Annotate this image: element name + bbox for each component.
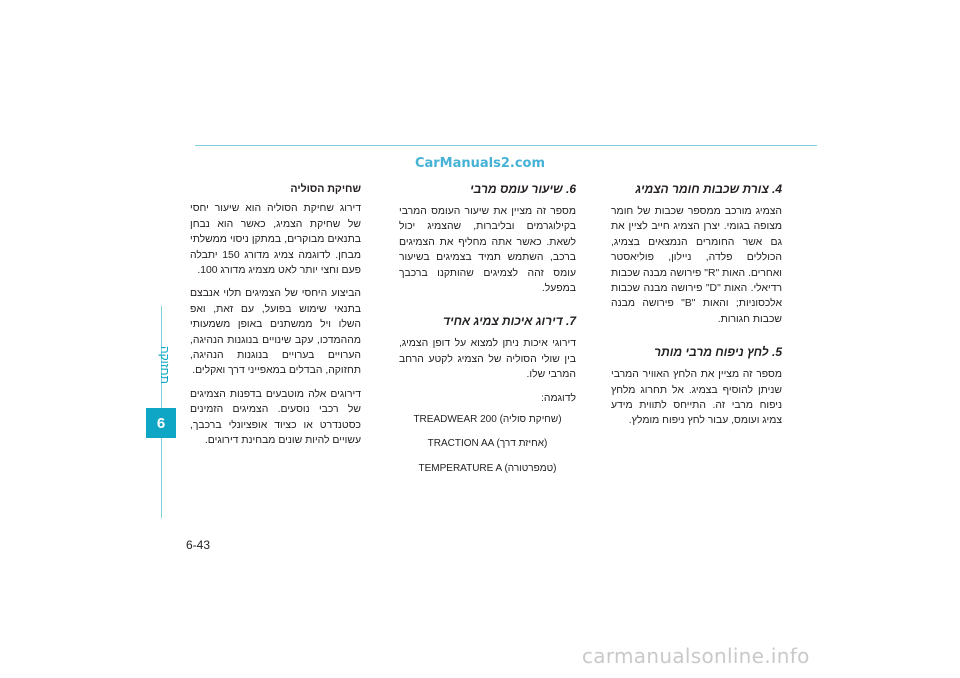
grade-temperature: TEMPERATURE A (טמפרטורה) [418,462,557,474]
heading-treadwear: שחיקת הסוליה [290,183,361,195]
paragraph-treadwear-3: דירוגים אלה מוטבעים בדפנות הצמיגים של רכבי נוסעים. הצמיגים הזמינים כסטנדרט או כציוד אופציונלי ברכבך, עשויים להיות שונים מבחינת דירוגים. [190,388,361,447]
heading-max-load: 6. שיעור עומס מרבי [470,182,576,196]
header-rule [195,145,817,146]
watermark-top: CarManuals2.com [414,156,546,171]
column-left [190,182,361,457]
heading-ply-composition: 4. צורת שכבות חומר הצמיג [635,182,782,196]
paragraph-treadwear-2: הביצוע היחסי של הצמיגים תלוי אנבצם בתנאי שימוש בפועל, עם זאת, ואפ השלו ויל ממשתנים באופן משמעותי מההמדכו, עקב שינויים בנוגנות הנהיגה, הערויים בערויים בנוגנות הנהיגה, תחזוקה, הבדלים במאפייני דרך ואקלים. [190,288,361,377]
section-label: תחזוקה [158,346,172,384]
grade-traction: TRACTION AA (אחיזת דרך) [427,438,548,450]
heading-quality-grading: 7. דירוג איכות צמיג אחיד [442,314,576,329]
grades-list [399,412,576,476]
paragraph-max-load: מספר זה מציין את שיעור העומס המרבי בקילוגרמים ובליברות, שהצמיג יכול לשאת. כאשר אתה מחליף את הצמיגים ברכב, השתמש תמיד בצמיגים בשיעור עומס זהה לצמיגים שהותקנו ברכבך במפעל. [399,206,576,295]
example-label: לדוגמה: [541,392,576,404]
paragraph-max-pressure: מספר זה מציין את הלחץ האוויר המרבי שניתן להוסיף בצמיג. אל תחרוג מלחץ ניפוח מרבי זה. התייחס לתווית מידע צמיג ועומס, עבור לחץ ניפוח מומלץ. [611,369,782,427]
page-number: 6-43 [186,538,211,552]
paragraph-quality-grading: דירוגי איכות ניתן למצוא על דופן הצמיג, בין שולי הסוליה של הצמיג לקטע הרחב המרבי שלו. [399,338,576,381]
heading-max-pressure: 5. לחץ ניפוח מרבי מותר [654,345,782,360]
paragraph-ply-composition: הצמיג מורכב ממספר שכבות של חומר מצופה בגומי. יצרן הצמיג חייב לציין את גם אשר החומרים הנמצאים בצמיג, הכוללים פלדה, ניילון, פוליאסטר ואחרים. האות "R" פירושה מבנה שכבות רדיאלי. האות "D" פירושה מבנה שכבות אלכסוניות; והאות "B" פירושה מבנה שכבות חגורות. [611,206,783,325]
watermark-bottom: carmanualsonline.info [582,644,810,668]
grade-treadwear: TREADWEAR 200 (שחיקת סוליה) [413,414,562,426]
column-middle [399,182,576,485]
chapter-tab: 6 [146,408,176,438]
paragraph-treadwear-1: דירוג שחיקת הסוליה הוא שיעור יחסי של שחיקת הצמיג, כאשר הוא נבחן בתנאים מבוקרים, במתקן ניסוי ממשלתי מבחן. לדוגמה צמיג מדורג 150 יתבלה פעם וחצי יותר לאט מצמיג מדורג 100. [190,203,361,277]
column-right [611,182,782,437]
